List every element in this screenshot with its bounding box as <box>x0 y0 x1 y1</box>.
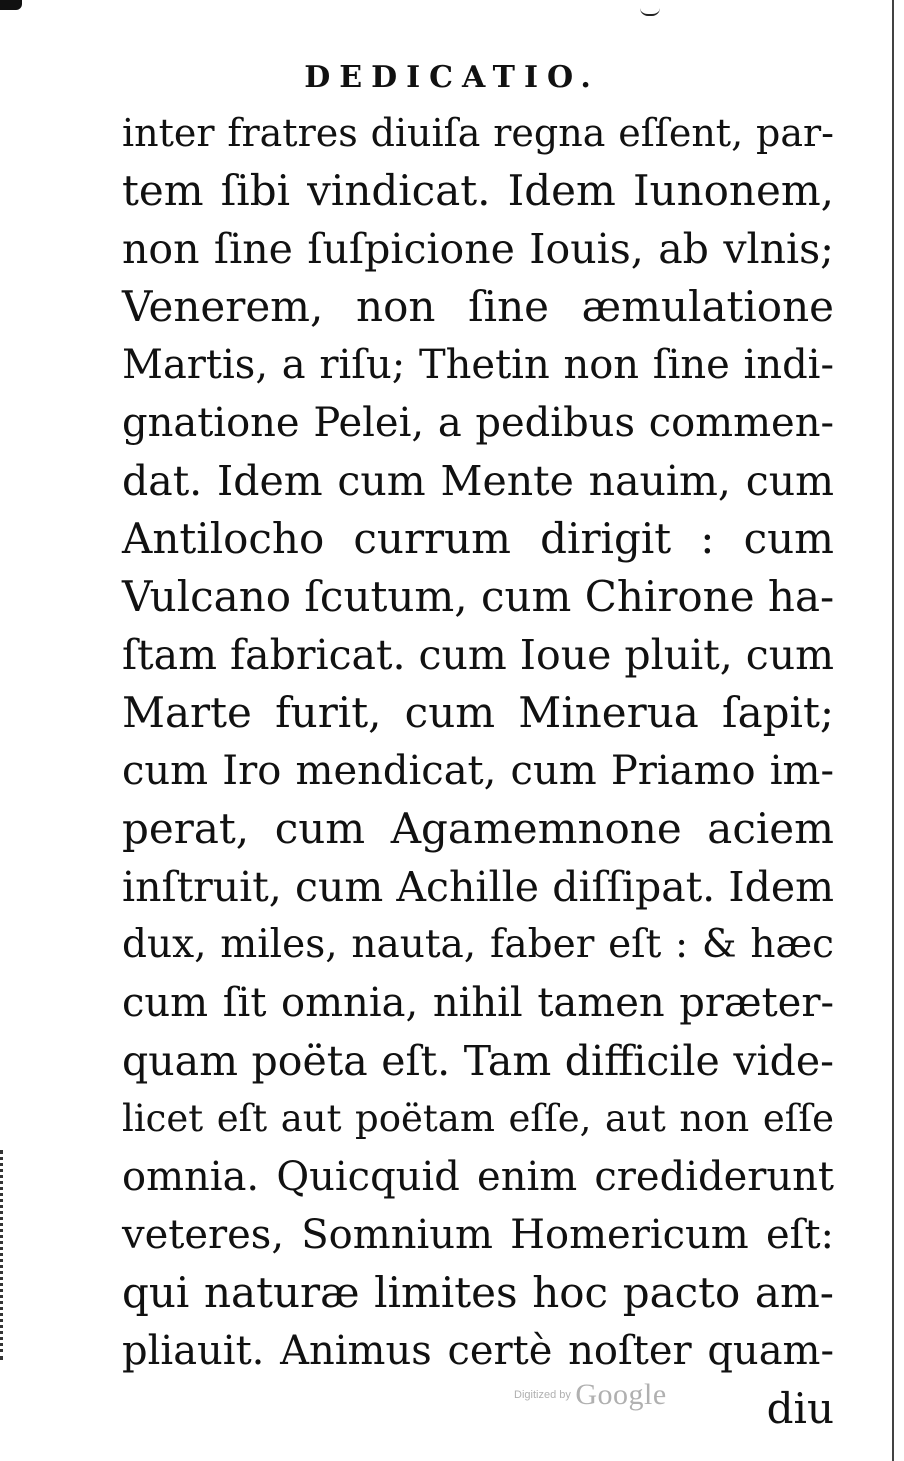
text-line: veteres, Somnium Homericum eſt: <box>122 1212 834 1258</box>
text-line: Antilocho currum dirigit : cum <box>122 514 834 563</box>
running-head: DEDICATIO. <box>304 60 600 95</box>
text-line: ſtam fabricat. cum Ioue pluit, cum <box>122 631 835 679</box>
google-logo: Google <box>575 1378 667 1411</box>
catchword: diu <box>766 1384 834 1433</box>
text-line: Vulcano ſcutum, cum Chirone ha- <box>122 572 835 621</box>
text-line: cum Iro mendicat, cum Priamo im- <box>122 748 834 794</box>
text-line: inſtruit, cum Achille diſſipat. Idem <box>122 863 834 911</box>
text-line: non ſine ſuſpicione Iouis, ab vlnis; <box>122 225 834 273</box>
text-line: Marte furit, cum Minerua ſapit; <box>122 688 834 737</box>
page-edge-left <box>0 1150 13 1360</box>
body-text <box>122 104 834 1438</box>
text-line: perat, cum Agamemnone aciem <box>122 804 834 853</box>
watermark-prefix: Digitized by <box>514 1389 571 1401</box>
text-line: Venerem, non ſine æmulatione <box>122 282 834 331</box>
text-line: dux, miles, nauta, faber eſt : & hæc <box>122 922 834 967</box>
text-line: inter fratres diuiſa regna eſſent, par- <box>122 111 834 155</box>
text-line: licet eſt aut poëtam eſſe, aut non eſſe <box>122 1097 834 1140</box>
text-line: dat. Idem cum Mente nauim, cum <box>122 457 834 505</box>
text-line: qui naturæ limites hoc pacto am- <box>122 1268 834 1317</box>
page-edge-right <box>892 0 896 1461</box>
text-line: gnatione Pelei, a pedibus commen- <box>122 400 834 446</box>
text-line: quam poëta eſt. Tam difficile vide- <box>122 1037 834 1085</box>
text-line: tem ſibi vindicat. Idem Iunonem, <box>122 166 834 215</box>
text-line: omnia. Quicquid enim crediderunt <box>122 1154 834 1200</box>
text-line: pliauit. Animus certè noſter quam- <box>122 1328 834 1374</box>
text-line: cum ſit omnia, nihil tamen præter- <box>122 980 834 1026</box>
scan-top-mark <box>640 8 660 16</box>
text-line: Martis, a riſu; Thetin non ſine indi- <box>122 342 834 388</box>
scan-corner-mark <box>0 0 22 10</box>
digitized-watermark <box>514 1378 667 1412</box>
